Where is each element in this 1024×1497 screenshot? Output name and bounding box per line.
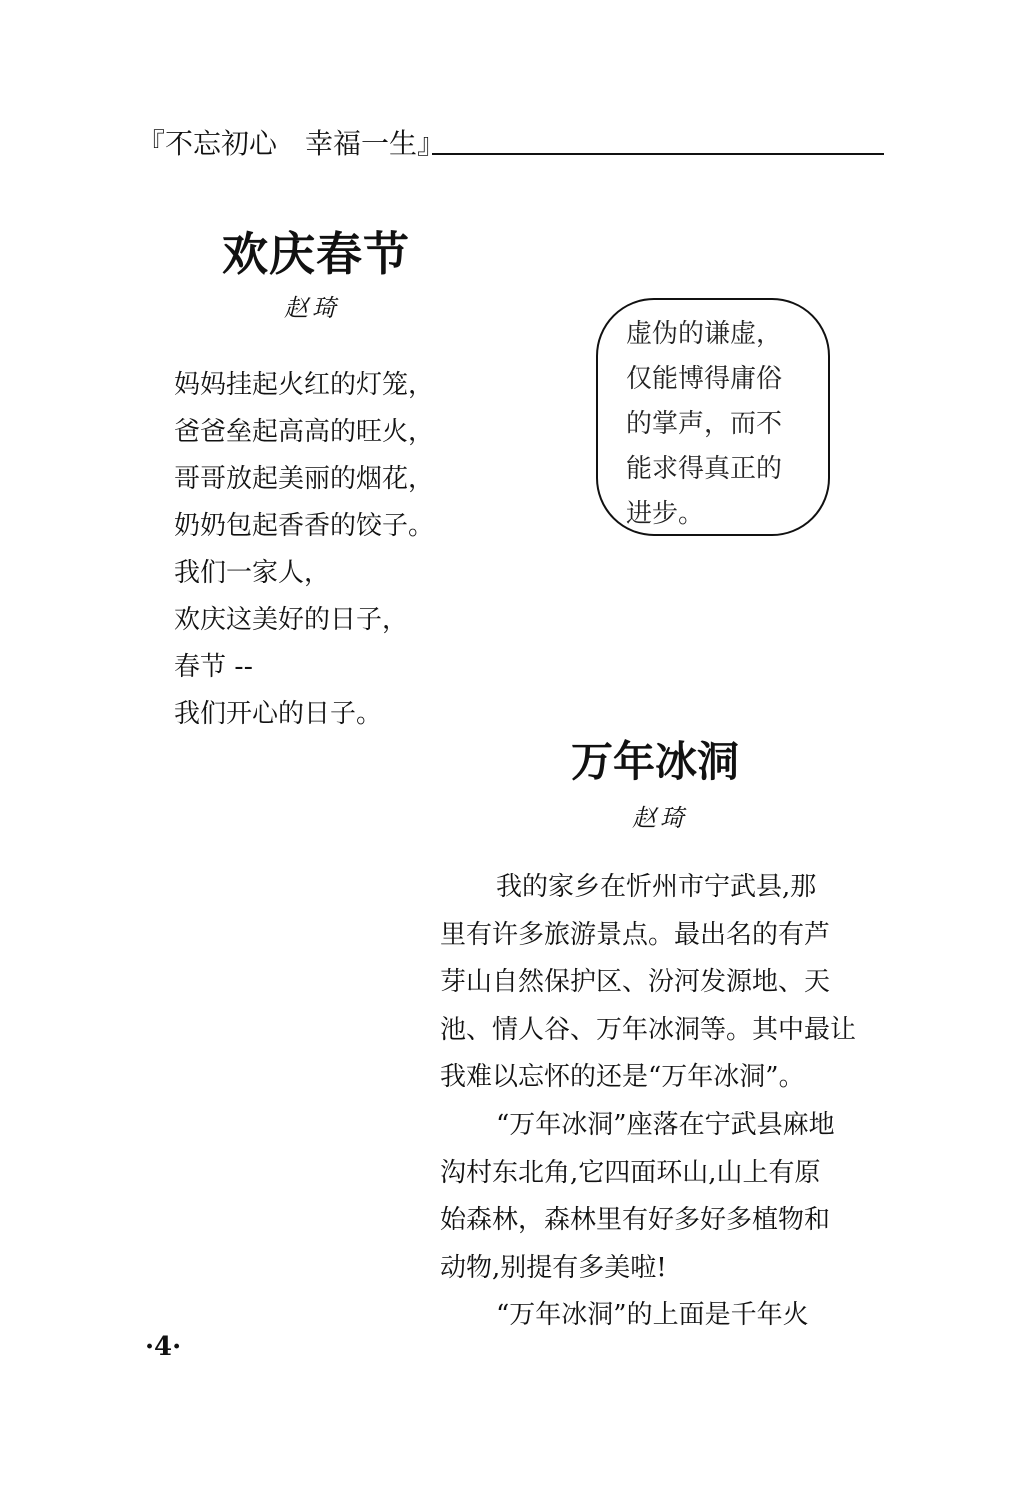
article-title: 万年冰洞 (571, 737, 740, 786)
poem-line: 爸爸垒起高高的旺火， (174, 417, 435, 447)
article-line: 动物,别提有多美啦! (440, 1252, 667, 1283)
poem-line: 欢庆这美好的日子， (174, 605, 409, 635)
article-line: 我难以忘怀的还是“万年冰洞”。 (440, 1062, 805, 1093)
poem-line: 春节 -- (174, 652, 254, 682)
quote-line: 仅能博得庸俗 (626, 364, 783, 394)
article-body (440, 864, 886, 1340)
poem-line: 我们开心的日子。 (174, 699, 383, 729)
quote-line: 能求得真正的 (626, 454, 783, 484)
article-line: “万年冰洞”座落在宁武县麻地 (496, 1109, 835, 1140)
quote-line: 的掌声，而不 (626, 409, 783, 439)
poem-line: 妈妈挂起火红的灯笼， (174, 370, 435, 400)
article-line: “万年冰洞”的上面是千年火 (496, 1300, 809, 1331)
article-author: 赵琦 (632, 804, 688, 832)
header-rule (432, 153, 884, 155)
article-line: 里有许多旅游景点。最出名的有芦 (440, 919, 831, 950)
article-line: 始森林，森林里有好多好多植物和 (440, 1205, 831, 1236)
quote-line: 虚伪的谦虚， (626, 319, 783, 349)
article-line: 沟村东北角,它四面环山,山上有原 (440, 1157, 821, 1188)
quote-text (626, 312, 826, 537)
article-line: 池、情人谷、万年冰洞等。其中最让 (440, 1014, 857, 1045)
poem-line: 奶奶包起香香的饺子。 (174, 511, 435, 541)
page-number: ·4· (145, 1332, 182, 1362)
poem-title: 欢庆春节 (222, 227, 410, 281)
running-header-title: 『不忘初心 幸福一生』 (137, 127, 446, 160)
poem-body (174, 362, 434, 738)
poem-author: 赵琦 (284, 294, 340, 322)
poem-line: 哥哥放起美丽的烟花， (174, 464, 435, 494)
article-line: 我的家乡在忻州市宁武县,那 (496, 872, 817, 902)
poem-line: 我们一家人， (174, 558, 331, 588)
article-line: 芽山自然保护区、汾河发源地、天 (440, 967, 831, 998)
quote-line: 进步。 (626, 499, 705, 529)
